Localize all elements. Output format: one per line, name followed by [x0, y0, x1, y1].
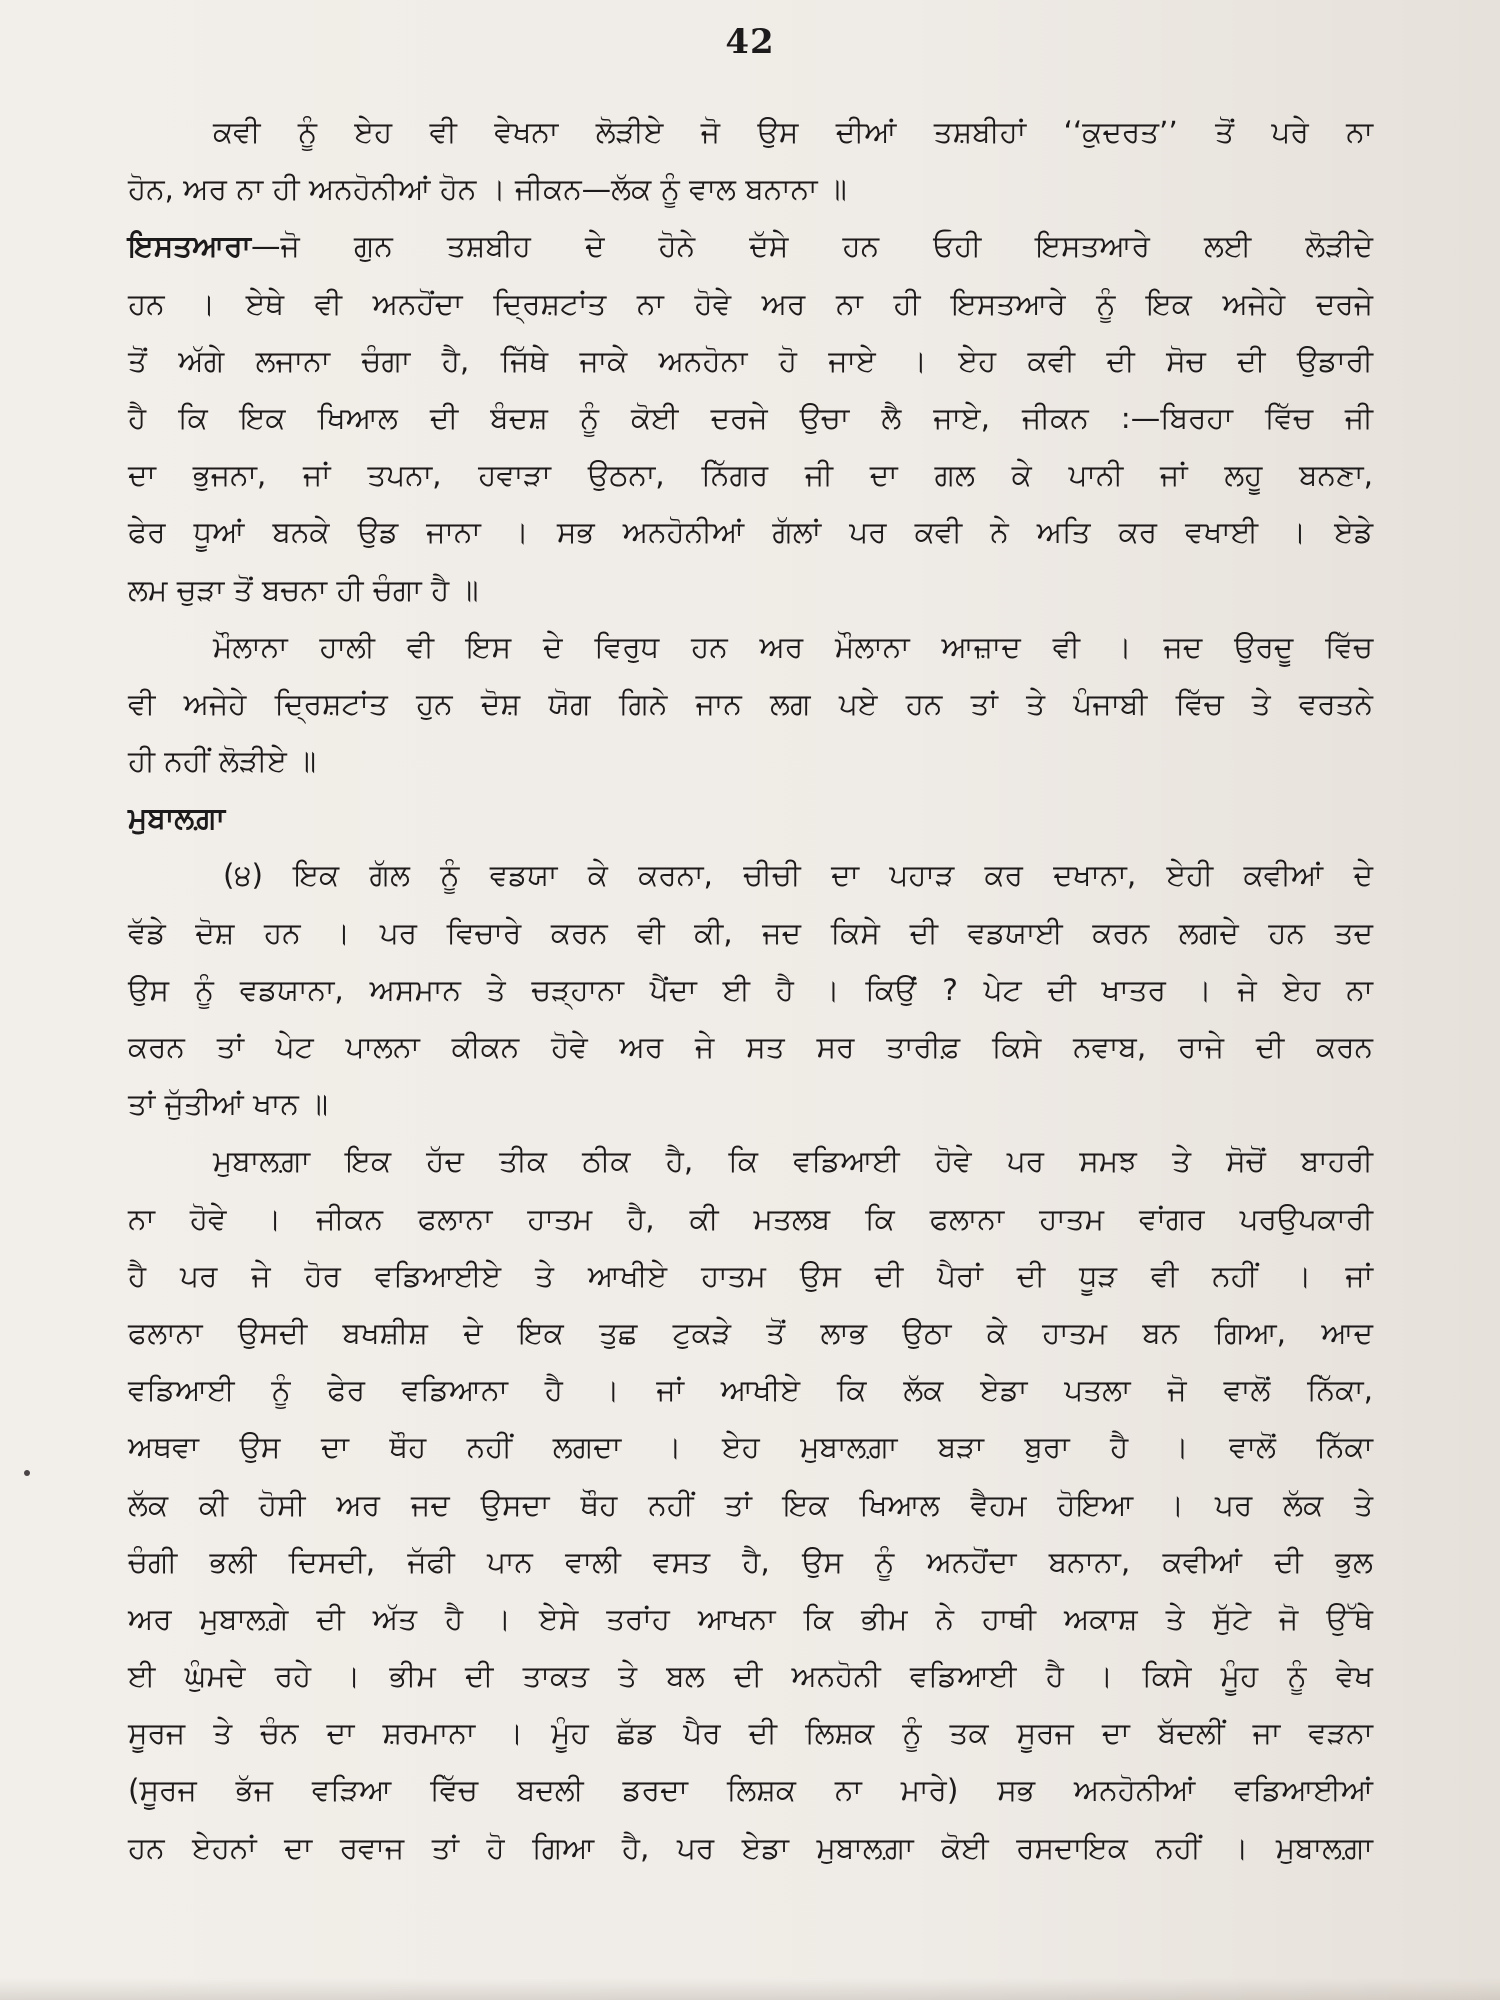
- text-line: ਮੌਲਾਨਾ ਹਾਲੀ ਵੀ ਇਸ ਦੇ ਵਿਰੁਧ ਹਨ ਅਰ ਮੌਲਾਨਾ ਆਜ਼ਾਦ ਵੀ । ਜਦ ਉਰਦੂ ਵਿੱਚ: [213, 629, 1373, 664]
- text-line: ਮੁਬਾਲਗ਼ਾ ਇਕ ਹੱਦ ਤੀਕ ਠੀਕ ਹੈ, ਕਿ ਵਡਿਆਈ ਹੋਵੇ ਪਰ ਸਮਝ ਤੇ ਸੋਚੋਂ ਬਾਹਰੀ: [213, 1144, 1373, 1179]
- text-line: ਤੋਂ ਅੱਗੇ ਲਜਾਨਾ ਚੰਗਾ ਹੈ, ਜਿੱਥੇ ਜਾਕੇ ਅਨਹੋਨਾ ਹੋ ਜਾਏ । ਏਹ ਕਵੀ ਦੀ ਸੋਚ ਦੀ ਉਡਾਰੀ: [128, 343, 1373, 378]
- body-text: [128, 104, 1373, 1877]
- text-line: ਲਮ ਚੁੜਾ ਤੋਂ ਬਚਨਾ ਹੀ ਚੰਗਾ ਹੈ ॥: [128, 572, 479, 607]
- text-line: ਵੀ ਅਜੇਹੇ ਦ੍ਰਿਸ਼ਟਾਂਤ ਹੁਨ ਦੋਸ਼ ਯੋਗ ਗਿਨੇ ਜਾਨ ਲਗ ਪਏ ਹਨ ਤਾਂ ਤੇ ਪੰਜਾਬੀ ਵਿੱਚ ਤੇ ਵਰਤਨੇ: [128, 686, 1373, 721]
- text-line: ਹੈ ਕਿ ਇਕ ਖਿਆਲ ਦੀ ਬੰਦਸ਼ ਨੂੰ ਕੋਈ ਦਰਜੇ ਉਚਾ ਲੈ ਜਾਏ, ਜੀਕਨ :—ਬਿਰਹਾ ਵਿੱਚ ਜੀ: [128, 400, 1373, 435]
- text-line: ਫੇਰ ਧੂਆਂ ਬਨਕੇ ਉਡ ਜਾਨਾ । ਸਭ ਅਨਹੋਨੀਆਂ ਗੱਲਾਂ ਪਰ ਕਵੀ ਨੇ ਅਤਿ ਕਰ ਵਖਾਈ । ਏਡੇ: [128, 515, 1373, 550]
- text-line: ਹੀ ਨਹੀਂ ਲੋੜੀਏ ॥: [128, 744, 317, 779]
- text-line: ਚੰਗੀ ਭਲੀ ਦਿਸਦੀ, ਜੱਫੀ ਪਾਨ ਵਾਲੀ ਵਸਤ ਹੈ, ਉਸ ਨੂੰ ਅਨਹੋਂਦਾ ਬਨਾਨਾ, ਕਵੀਆਂ ਦੀ ਭੁਲ: [128, 1544, 1373, 1579]
- text-line: ਅਥਵਾ ਉਸ ਦਾ ਥੌਹ ਨਹੀਂ ਲਗਦਾ । ਏਹ ਮੁਬਾਲਗ਼ਾ ਬੜਾ ਬੁਰਾ ਹੈ । ਵਾਲੋਂ ਨਿੱਕਾ: [128, 1430, 1373, 1465]
- text-line: ਨਾ ਹੋਵੇ । ਜੀਕਨ ਫਲਾਨਾ ਹਾਤਮ ਹੈ, ਕੀ ਮਤਲਬ ਕਿ ਫਲਾਨਾ ਹਾਤਮ ਵਾਂਗਰ ਪਰਉਪਕਾਰੀ: [128, 1201, 1373, 1236]
- text-line: ਕਵੀ ਨੂੰ ਏਹ ਵੀ ਵੇਖਨਾ ਲੋੜੀਏ ਜੋ ਉਸ ਦੀਆਂ ਤਸ਼ਬੀਹਾਂ ‘‘ਕੁਦਰਤ’’ ਤੋਂ ਪਰੇ ਨਾ: [213, 115, 1373, 149]
- section-heading-mubalga: ਮੁਬਾਲਗ਼ਾ: [128, 801, 226, 836]
- text-line: ਇਸਤਆਰਾ—ਜੋ ਗੁਨ ਤਸ਼ਬੀਹ ਦੇ ਹੋਨੇ ਦੱਸੇ ਹਨ ਓਹੀ ਇਸਤਆਰੇ ਲਈ ਲੋੜੀਦੇ: [128, 229, 1373, 264]
- text-line: ਈ ਘੁੰਮਦੇ ਰਹੇ । ਭੀਮ ਦੀ ਤਾਕਤ ਤੇ ਬਲ ਦੀ ਅਨਹੋਨੀ ਵਡਿਆਈ ਹੈ । ਕਿਸੇ ਮੂੰਹ ਨੂੰ ਵੇਖ: [128, 1659, 1373, 1694]
- text-line: ਲੱਕ ਕੀ ਹੋਸੀ ਅਰ ਜਦ ਉਸਦਾ ਥੌਹ ਨਹੀਂ ਤਾਂ ਇਕ ਖਿਆਲ ਵੈਹਮ ਹੋਇਆ । ਪਰ ਲੱਕ ਤੇ: [128, 1487, 1373, 1522]
- text-line: ਕਰਨ ਤਾਂ ਪੇਟ ਪਾਲਨਾ ਕੀਕਨ ਹੋਵੇ ਅਰ ਜੇ ਸਤ ਸਰ ਤਾਰੀਫ਼ ਕਿਸੇ ਨਵਾਬ, ਰਾਜੇ ਦੀ ਕਰਨ: [128, 1030, 1373, 1064]
- text-line: ਤਾਂ ਜੁੱਤੀਆਂ ਖਾਨ ॥: [128, 1087, 329, 1122]
- page-edge-shadow: [0, 1978, 1500, 2000]
- text-line: ਵੱਡੇ ਦੋਸ਼ ਹਨ । ਪਰ ਵਿਚਾਰੇ ਕਰਨ ਵੀ ਕੀ, ਜਦ ਕਿਸੇ ਦੀ ਵਡਯਾਈ ਕਰਨ ਲਗਦੇ ਹਨ ਤਦ: [128, 915, 1373, 950]
- text-line: ਵਡਿਆਈ ਨੂੰ ਫੇਰ ਵਡਿਆਨਾ ਹੈ । ਜਾਂ ਆਖੀਏ ਕਿ ਲੱਕ ਏਡਾ ਪਤਲਾ ਜੋ ਵਾਲੋਂ ਨਿੱਕਾ,: [128, 1373, 1373, 1408]
- text-line: ਸੂਰਜ ਤੇ ਚੰਨ ਦਾ ਸ਼ਰਮਾਨਾ । ਮੂੰਹ ਛੱਡ ਪੈਰ ਦੀ ਲਿਸ਼ਕ ਨੂੰ ਤਕ ਸੂਰਜ ਦਾ ਬੱਦਲੀਂ ਜਾ ਵੜਨਾ: [128, 1716, 1373, 1751]
- page-number: 42: [725, 22, 775, 62]
- text-line: ਹੋਨ, ਅਰ ਨਾ ਹੀ ਅਨਹੋਨੀਆਂ ਹੋਨ । ਜੀਕਨ—ਲੱਕ ਨੂੰ ਵਾਲ ਬਨਾਨਾ ॥: [128, 172, 847, 207]
- section-heading-istiara: ਇਸਤਆਰਾ: [128, 229, 251, 264]
- text-line: ਹਨ । ਏਥੇ ਵੀ ਅਨਹੋਂਦਾ ਦ੍ਰਿਸ਼ਟਾਂਤ ਨਾ ਹੋਵੇ ਅਰ ਨਾ ਹੀ ਇਸਤਆਰੇ ਨੂੰ ਇਕ ਅਜੇਹੇ ਦਰਜੇ: [128, 286, 1373, 321]
- text-line: ਦਾ ਭੁਜਨਾ, ਜਾਂ ਤਪਨਾ, ਹਵਾੜਾ ਉਠਨਾ, ਨਿੱਗਰ ਜੀ ਦਾ ਗਲ ਕੇ ਪਾਨੀ ਜਾਂ ਲਹੂ ਬਨਣਾ,: [128, 458, 1373, 493]
- text-line: (੪) ਇਕ ਗੱਲ ਨੂੰ ਵਡਯਾ ਕੇ ਕਰਨਾ, ਚੀਚੀ ਦਾ ਪਹਾੜ ਕਰ ਦਖਾਨਾ, ਏਹੀ ਕਵੀਆਂ ਦੇ: [223, 858, 1373, 893]
- text-line: ਉਸ ਨੂੰ ਵਡਯਾਨਾ, ਅਸਮਾਨ ਤੇ ਚੜ੍ਹਾਨਾ ਪੈਂਦਾ ਈ ਹੈ । ਕਿਉਂ ? ਪੇਟ ਦੀ ਖਾਤਰ । ਜੇ ਏਹ ਨਾ: [128, 972, 1373, 1007]
- text-line: [128, 790, 1373, 847]
- text-line: ਹੈ ਪਰ ਜੇ ਹੋਰ ਵਡਿਆਈਏ ਤੇ ਆਖੀਏ ਹਾਤਮ ਉਸ ਦੀ ਪੈਰਾਂ ਦੀ ਧੂੜ ਵੀ ਨਹੀਂ । ਜਾਂ: [128, 1258, 1373, 1293]
- text-line: ਫਲਾਨਾ ਉਸਦੀ ਬਖਸ਼ੀਸ਼ ਦੇ ਇਕ ਤੁਛ ਟੁਕੜੇ ਤੋਂ ਲਾਭ ਉਠਾ ਕੇ ਹਾਤਮ ਬਨ ਗਿਆ, ਆਦ: [128, 1315, 1373, 1350]
- text-line: ਅਰ ਮੁਬਾਲਗ਼ੇ ਦੀ ਅੱਤ ਹੈ । ਏਸੇ ਤਰਾਂਹ ਆਖਨਾ ਕਿ ਭੀਮ ਨੇ ਹਾਥੀ ਅਕਾਸ਼ ਤੇ ਸੁੱਟੇ ਜੋ ਉੱਥੇ: [128, 1601, 1373, 1636]
- ink-speck: [24, 1470, 30, 1476]
- text-line: ਹਨ ਏਹਨਾਂ ਦਾ ਰਵਾਜ ਤਾਂ ਹੋ ਗਿਆ ਹੈ, ਪਰ ਏਡਾ ਮੁਬਾਲਗ਼ਾ ਕੋਈ ਰਸਦਾਇਕ ਨਹੀਂ । ਮੁਬਾਲਗ਼ਾ: [128, 1830, 1373, 1865]
- text-line: (ਸੂਰਜ ਭੱਜ ਵੜਿਆ ਵਿੱਚ ਬਦਲੀ ਡਰਦਾ ਲਿਸ਼ਕ ਨਾ ਮਾਰੇ) ਸਭ ਅਨਹੋਨੀਆਂ ਵਡਿਆਈਆਂ: [128, 1773, 1373, 1808]
